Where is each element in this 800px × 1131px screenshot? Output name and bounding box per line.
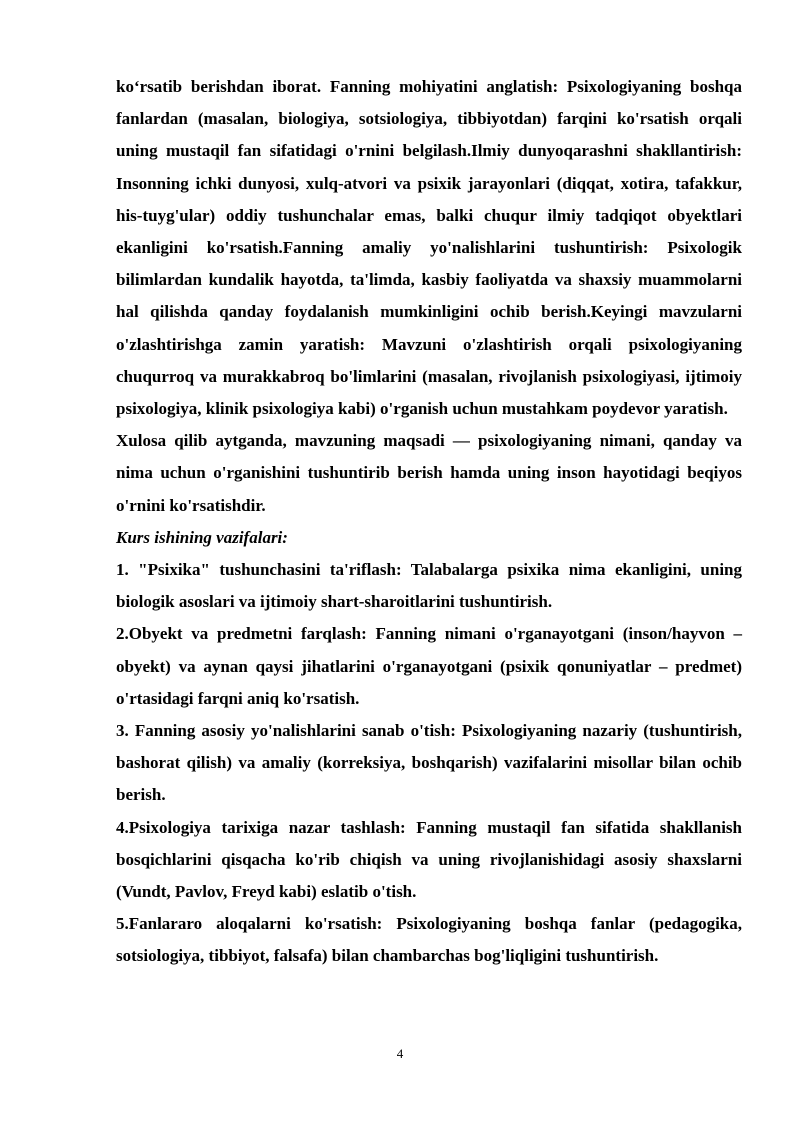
- task-item-2: 2.Obyekt va predmetni farqlash: Fanning nimani o'rganayotgani (inson/hayvon – obyekt) va aynan qaysi jihatlarini o'rganayotgani (psixik qonuniyatlar – predmet) o'rtasidagi farqni aniq ko'rsatish.: [116, 624, 742, 708]
- document-page: [116, 71, 742, 973]
- paragraph-goals: ko‘rsatib berishdan iborat. Fanning mohiyatini anglatish: Psixologiyaning boshqa fanlardan (masalan, biologiya, sotsiologiya, tibbiyotdan) farqini ko'rsatish orqali uning mustaqil fan sifatidagi o'rnini belgilash.Ilmiy dunyoqarashni shakllantirish: Insonning ichki dunyosi, xulq-atvori va psixik jarayonlari (diqqat, xotira, tafakkur, his-tuyg'ular) oddiy tushunchalar emas, balki chuqur ilmiy tadqiqot obyektlari ekanligini ko'rsatish.Fanning amaliy yo'nalishlarini tushuntirish: Psixologik bilimlardan kundalik hayotda, ta'limda, kasbiy faoliyatda va shaxsiy muammolarni hal qilishda qanday foydalanish mumkinligini ochib berish.Keyingi mavzularni o'zlashtirishga zamin yaratish: Mavzuni o'zlashtirish orqali psixologiyaning chuqurroq va murakkabroq bo'limlarini (masalan, rivojlanish psixologiyasi, ijtimoiy psixologiya, klinik psixologiya kabi) o'rganish uchun mustahkam poydevor yaratish.: [116, 77, 742, 419]
- task-item-5: 5.Fanlararo aloqalarni ko'rsatish: Psixologiyaning boshqa fanlar (pedagogika, sotsiologiya, tibbiyot, falsafa) bilan chambarchas bog'liqligini tushuntirish.: [116, 914, 742, 966]
- task-item-3: 3. Fanning asosiy yo'nalishlarini sanab o'tish: Psixologiyaning nazariy (tushuntirish, bashorat qilish) va amaliy (korreksiya, boshqarish) vazifalarini misollar bilan ochib berish.: [116, 721, 742, 805]
- task-item-4: 4.Psixologiya tarixiga nazar tashlash: Fanning mustaqil fan sifatida shakllanish bosqichlarini qisqacha ko'rib chiqish va uning rivojlanishidagi asosiy shaxslarni (Vundt, Pavlov, Freyd kabi) eslatib o'tish.: [116, 817, 742, 902]
- paragraph-conclusion: Xulosa qilib aytganda, mavzuning maqsadi — psixologiyaning nimani, qanday va nima uchun o'rganishini tushuntirib berish hamda uning inson hayotidagi beqiyos o'rnini ko'rsatishdir.: [116, 431, 742, 515]
- section-heading-tasks: Kurs ishining vazifalari:: [116, 527, 288, 547]
- page-number: 4: [396, 1046, 404, 1061]
- task-item-1: 1. "Psixika" tushunchasini ta'riflash: Talabalarga psixika nima ekanligini, uning biologik asoslari va ijtimoiy shart-sharoitlarini tushuntirish.: [116, 560, 742, 612]
